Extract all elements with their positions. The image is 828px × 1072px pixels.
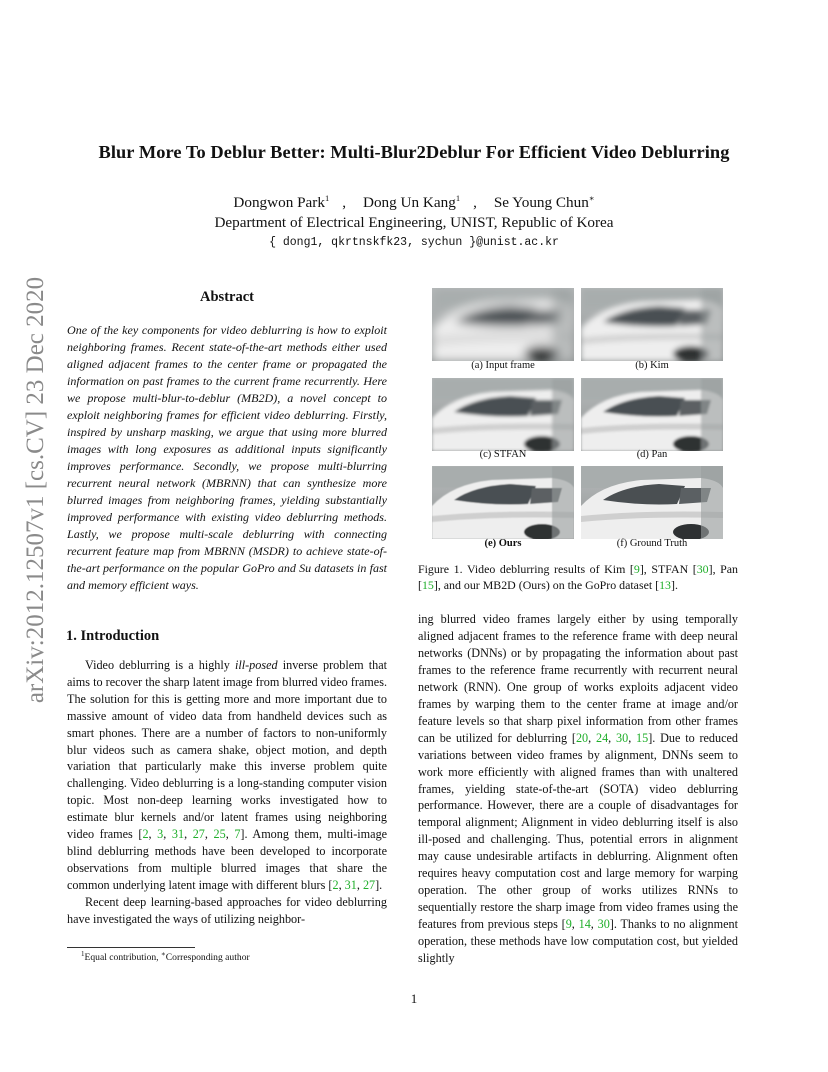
citation-link[interactable]: 14 xyxy=(578,917,591,932)
figure-panel-input-frame xyxy=(432,288,574,361)
footnote-mark: ∗ xyxy=(160,949,166,958)
author-mark: 1 xyxy=(324,192,330,203)
author-name: Dong Un Kang xyxy=(363,194,456,211)
citation-link[interactable]: 9 xyxy=(565,917,572,932)
figure-panel-stfan xyxy=(432,378,574,451)
citation-link[interactable]: 20 xyxy=(575,730,589,745)
figure-panel-label: (d) Pan xyxy=(636,449,668,460)
footnote xyxy=(81,949,250,963)
citation-link[interactable]: 30 xyxy=(616,730,629,745)
citation-link[interactable]: 27 xyxy=(192,827,205,842)
citation-link[interactable]: 25 xyxy=(213,827,226,842)
citation-link[interactable]: 2 xyxy=(332,877,339,892)
citation-link[interactable]: 15 xyxy=(421,578,434,593)
figure-panel-kim xyxy=(581,288,723,361)
car-image xyxy=(581,378,723,451)
car-image xyxy=(581,466,723,539)
citation-link[interactable]: 2 xyxy=(142,827,149,842)
intro-paragraph: Recent deep learning-based approaches for video deblurring have investigated the ways of utilizing neighbor- xyxy=(67,894,387,926)
email-addresses: { dong1, qkrtnskfk23, sychun }@unist.ac.kr xyxy=(269,236,559,249)
footnote-divider xyxy=(67,947,195,948)
intro-left-column xyxy=(67,657,387,928)
citation-link[interactable]: 24 xyxy=(595,730,609,745)
citation-link[interactable]: 7 xyxy=(234,827,241,842)
car-image xyxy=(432,378,574,451)
footnote-text: Corresponding author xyxy=(165,952,250,963)
author-name: Dongwon Park xyxy=(233,194,325,211)
section-heading-introduction: 1. Introduction xyxy=(66,628,160,644)
figure-panel-label: (f) Ground Truth xyxy=(616,538,688,549)
citation-link[interactable]: 9 xyxy=(633,562,640,576)
abstract-text: One of the key components for video deblurring is how to exploit neighboring frames. Recent state-of-the-art methods either used aligned adjacent frames to the center frame or propagated the information on past frames to the current frame recurrently. Here we propose multi-blur-to-deblur (MB2D), a novel concept to exploit neighboring frames for efficient video deblurring. Firstly, inspired by unsharp masking, we argue that using more blurred images with long exposures as additional inputs significantly improves performance. Secondly, we propose multi-blurring recurrent neural network (MBRNN) that can synthesize more blurred images from neighboring frames, yielding substantially improved performance with existing video deblurring methods. Lastly, we propose multi-scale deblurring with connecting recurrent feature map from MBRNN (MSDR) to achieve state-of-the-art performance on the popular GoPro and Su datasets in fast and memory efficient ways. xyxy=(67,323,387,592)
car-image xyxy=(432,466,574,539)
author-name: Se Young Chun xyxy=(493,194,589,211)
figure-panel-pan xyxy=(581,378,723,451)
footnote-text: Equal contribution, xyxy=(84,952,161,963)
author-mark: 1 xyxy=(455,192,461,203)
figure-panel-ours xyxy=(432,466,574,539)
arxiv-stamp-text: arXiv:2012.12507v1 [cs.CV] 23 Dec 2020 xyxy=(22,276,49,704)
citation-link[interactable]: 3 xyxy=(157,827,164,842)
page-number: 1 xyxy=(410,991,418,1006)
abstract-heading: Abstract xyxy=(200,289,254,305)
figure-panel-label: (a) Input frame xyxy=(471,360,535,371)
footnote-mark: 1 xyxy=(81,949,85,958)
citation-link[interactable]: 31 xyxy=(344,877,357,892)
citation-link[interactable]: 27 xyxy=(362,877,376,892)
figure-caption: Figure 1. Video deblurring results of Kim [9], STFAN [30], Pan [15], and our MB2D (Ours) on the GoPro dataset [13]. xyxy=(418,562,738,593)
citation-link[interactable]: 30 xyxy=(597,917,610,932)
citation-link[interactable]: 13 xyxy=(659,578,671,593)
figure-panel-ground-truth xyxy=(581,466,723,539)
arxiv-stamp xyxy=(10,276,62,704)
intro-paragraph: Video deblurring is a highly ill-posed inverse problem that aims to recover the sharp latent image from blurred video frames. The solution for this is getting more and more important due to massive amount of video data from handheld devices such as smart phones. There are a number of factors to non-uniformly blur videos such as camera shake, object motion, and depth variation that particularly make this inverse problem quite challenging. Video deblurring is a long-standing computer vision topic. Most non-deep learning works investigated how to estimate blur kernels and/or latent frames using neighboring video frames [2, 3, 31, 27, 25, 7]. Among them, multi-image blind deblurring methods have been developed to incorporate observations from multiple blurred images that share the common underlying latent image with different blurs [2, 31, 27]. xyxy=(67,658,388,892)
citation-link[interactable]: 15 xyxy=(636,730,649,745)
intro-right-column: ing blurred video frames largely either by using temporally aligned adjacent frames to the reference frame with deep neural networks (DNNs) or by propagating the information about past frames to the reference frame recurrently with recurrent neural network (RNN). One group of works exploits adjacent video frames by warping them to the center frame at image and/or feature levels so that sharp pixel information from other frames can be utilized for deblurring [20, 24, 30, 15]. Due to reduced variations between video frames by alignment, DNNs seem to work more efficiently with aligned frames than with unaltered frames, yielding state-of-the-art (SOTA) video deblurring performance. However, there are a couple of disadvantages for temporal alignment; Alignment in video deblurring itself is also ill-posed and challenging. Thus, potential errors in alignment may cause undesirable artifacts in deblurring. Alignment often requires heavy computation cost and large memory for warping operation. The other group of works utilizes RNNs to sequentially restore the sharp image from video frames using the features from previous steps [9, 14, 30]. Thanks to no alignment operation, these methods have low computation cost, but yielded slightly xyxy=(418,612,739,966)
figure-panel-label: (c) STFAN xyxy=(479,449,527,460)
car-image xyxy=(581,288,723,361)
paper-title: Blur More To Deblur Better: Multi-Blur2Deblur For Efficient Video Deblurring xyxy=(98,142,730,162)
figure-1 xyxy=(432,288,736,558)
figure-panel-label: (b) Kim xyxy=(635,360,669,371)
author-mark: ∗ xyxy=(588,192,595,203)
citation-link[interactable]: 31 xyxy=(171,827,185,842)
citation-link[interactable]: 30 xyxy=(696,562,709,576)
affiliation: Department of Electrical Engineering, UNIST, Republic of Korea xyxy=(214,214,614,231)
author-list: Dongwon Park$^1$ , Dong Un Kang$^1$ , Se Young Chun∗ xyxy=(233,192,595,211)
car-image xyxy=(432,288,574,361)
figure-panel-label: (e) Ours xyxy=(484,538,522,549)
